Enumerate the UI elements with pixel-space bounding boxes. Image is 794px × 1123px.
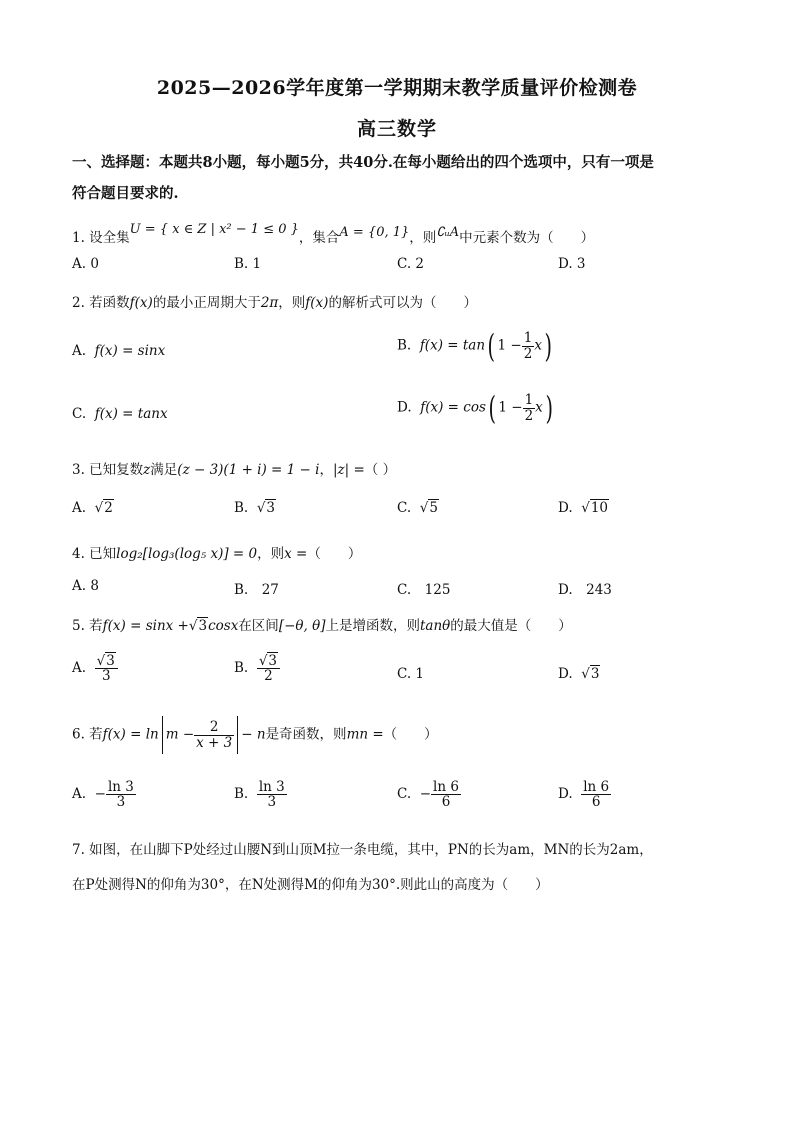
q3-abs: |z| = [332, 462, 365, 478]
q1-option-d[interactable]: D. 3 [558, 256, 586, 272]
q6-c-den: 6 [431, 794, 461, 809]
q1-complement: ∁ᵤA [436, 225, 460, 240]
q2-d-label: D. [397, 399, 412, 416]
q1-tail1: ，则 [409, 230, 437, 246]
q2-d-num: 1 [524, 392, 534, 409]
q6-option-a[interactable] [72, 780, 136, 809]
q2-stem-c: ，则 [278, 295, 306, 311]
q6-option-c[interactable] [397, 780, 461, 809]
q4-option-a[interactable]: A. 8 [72, 578, 99, 594]
q6-c-fraction [431, 780, 461, 809]
q5-interval: [−θ, θ] [278, 618, 326, 634]
page-title: 2025—2026学年度第一学期期末教学质量评价检测卷 [156, 77, 638, 99]
q2-two-pi: 2π [260, 295, 279, 311]
q3-a-label: A. [72, 500, 87, 516]
q6-a-label: A. [72, 786, 87, 803]
q5-sqrt: √3 [188, 618, 208, 634]
q5-d-radicand: 3 [590, 666, 600, 682]
q5-a-den: 3 [95, 668, 118, 683]
q3-option-c[interactable] [397, 500, 439, 516]
q6-a-den: 3 [106, 794, 136, 809]
q2-a-expr: f(x) = sinx [94, 343, 166, 359]
q5-b-num: √3 [258, 653, 278, 669]
q4-x-eq: x = [284, 546, 308, 562]
q3-c-sqrt: √5 [419, 500, 438, 516]
q5-lead: 5. 若 [72, 618, 103, 634]
q5-b-radicand: 3 [268, 653, 278, 669]
abs-bar-left [162, 716, 163, 754]
q6-c-minus: − [419, 786, 432, 803]
q5-b-fraction [257, 654, 280, 683]
q5-expr-a: f(x) = sinx + [102, 618, 189, 634]
q2-b-x: x [534, 337, 542, 354]
q3-b-label: B. [234, 500, 249, 516]
q6-d-num: ln 6 [583, 779, 610, 795]
q3-option-b[interactable] [234, 500, 276, 516]
right-paren-icon: ) [545, 389, 553, 427]
q6-b-num: ln 3 [258, 779, 285, 795]
q5-a-radicand: 3 [106, 653, 115, 669]
q6-frac-den: x + 3 [196, 734, 233, 751]
section-instructions-line2: 符合题目要求的. [72, 185, 179, 202]
q2-fx: f(x) [129, 295, 153, 311]
question-5-stem [72, 614, 572, 634]
q2-b-label: B. [397, 337, 412, 354]
q5-b-den: 2 [257, 668, 280, 683]
q6-d-label: D. [558, 786, 573, 803]
q5-a-num: √3 [96, 653, 115, 669]
q3-d-radicand: 10 [590, 500, 609, 516]
q2-d-one-minus: 1 − [498, 399, 523, 416]
q1-tail2: 中元素个数为（ ） [459, 230, 595, 246]
q3-z: z [143, 462, 151, 478]
q5-mid2: 上是增函数，则 [325, 618, 420, 634]
q6-option-d[interactable] [558, 780, 611, 809]
question-6-stem [72, 716, 438, 754]
q6-option-b[interactable] [234, 780, 287, 809]
q6-lead: 6. 若 [72, 726, 103, 743]
section-instructions-line1: 一、选择题：本题共8小题，每小题5分，共40分.在每小题给出的四个选项中，只有一项是 [72, 154, 654, 171]
q6-b-den: 3 [257, 794, 287, 809]
q6-mid: 是奇函数，则 [265, 726, 347, 743]
q6-mn: mn = [346, 726, 384, 743]
q6-frac-num: 2 [209, 719, 219, 736]
q3-stem-d: （ ） [364, 462, 397, 478]
q2-b-num: 1 [523, 330, 533, 347]
q5-tan: tanθ [420, 618, 451, 634]
q3-option-a[interactable] [72, 500, 114, 516]
q3-lead: 3. 已知复数 [72, 462, 144, 478]
q6-c-num: ln 6 [433, 779, 459, 795]
question-2-stem [72, 291, 477, 311]
q6-tail: （ ） [383, 726, 438, 743]
q6-d-fraction [581, 780, 611, 809]
q2-option-b[interactable] [397, 327, 554, 365]
q2-lead: 2. 若函数 [72, 295, 130, 311]
q6-a-num: ln 3 [107, 779, 134, 795]
q6-expr-a: f(x) = ln [102, 726, 159, 743]
q2-c-expr: f(x) = tanx [94, 406, 168, 422]
abs-bar-right [237, 716, 238, 754]
q1-lead: 1. 设全集 [72, 230, 130, 246]
q2-stem-b: 的最小正周期大于 [152, 295, 261, 311]
q5-option-a[interactable] [72, 654, 118, 683]
q6-a-minus: − [94, 786, 106, 803]
q1-option-b[interactable]: B. 1 [234, 256, 262, 272]
q2-option-c[interactable] [72, 406, 168, 422]
q3-c-radicand: 5 [429, 500, 438, 516]
q6-c-label: C. [397, 786, 412, 803]
question-1-stem [72, 222, 595, 246]
q2-option-a[interactable] [72, 343, 165, 359]
q5-b-label: B. [234, 660, 249, 677]
q6-a-fraction [106, 780, 136, 809]
q3-stem-c: ， [319, 462, 333, 478]
q2-stem-d: 的解析式可以为（ ） [328, 295, 477, 311]
q1-set-a: A = {0, 1} [339, 225, 410, 240]
q2-a-label: A. [72, 343, 87, 359]
q4-option-c[interactable]: C. 125 [397, 582, 451, 598]
q4-option-d[interactable]: D. 243 [558, 582, 612, 598]
q3-b-sqrt: √3 [256, 500, 276, 516]
q3-a-radicand: 2 [104, 500, 113, 516]
q3-d-sqrt: √10 [581, 500, 609, 516]
question-7-line2: 在P处测得N的仰角为30°，在N处测得M的仰角为30°.则此山的高度为（ ） [72, 877, 549, 893]
q2-b-one-minus: 1 − [497, 337, 522, 354]
q5-d-sqrt: √3 [581, 666, 600, 682]
q2-b-den: 2 [523, 345, 533, 362]
q3-equation: (z − 3)(1 + i) = 1 − i [177, 462, 320, 478]
q2-option-d[interactable] [397, 389, 555, 427]
q2-d-fraction [523, 393, 536, 422]
q4-mid: ，则 [257, 546, 285, 562]
q3-d-label: D. [558, 500, 573, 516]
q3-option-d[interactable] [558, 500, 609, 516]
q2-c-label: C. [72, 406, 87, 422]
q5-option-d[interactable] [558, 666, 600, 682]
q3-c-label: C. [397, 500, 412, 516]
q1-option-c[interactable]: C. 2 [397, 256, 425, 272]
left-paren-icon: ( [487, 327, 496, 365]
q5-option-c[interactable]: C. 1 [397, 666, 425, 682]
q3-b-radicand: 3 [266, 500, 276, 516]
q6-fraction [194, 720, 234, 749]
left-paren-icon: ( [488, 389, 496, 427]
q2-fx-2: f(x) [305, 295, 329, 311]
q6-b-fraction [257, 780, 287, 809]
q6-expr-b: − n [241, 726, 266, 743]
q5-option-b[interactable] [234, 654, 280, 683]
right-paren-icon: ) [544, 327, 552, 365]
q6-d-den: 6 [581, 794, 611, 809]
q4-expr: log₂[log₃(log₅ x)] = 0 [116, 546, 258, 562]
q6-m: m − [165, 726, 195, 743]
q3-a-sqrt: √2 [94, 500, 113, 516]
q6-b-label: B. [234, 786, 249, 803]
q4-option-b[interactable]: B. 27 [234, 582, 279, 598]
q1-option-a[interactable]: A. 0 [72, 256, 99, 272]
q5-d-label: D. [558, 666, 573, 682]
q5-a-fraction [95, 654, 118, 683]
question-7-line1: 7. 如图，在山脚下P处经过山腰N到山顶M拉一条电缆，其中，PN的长为am，MN的长为2am， [72, 842, 653, 858]
q2-b-fraction [522, 331, 535, 360]
q5-expr-c: cosx [208, 618, 239, 634]
q5-sqrt-radicand: 3 [198, 618, 208, 634]
question-3-stem [72, 458, 396, 478]
q4-lead: 4. 已知 [72, 546, 117, 562]
q4-tail: （ ） [307, 546, 362, 562]
question-4-stem [72, 542, 361, 562]
q2-d-expr: f(x) = cos [420, 399, 486, 416]
q1-set-u: U = { x ∈ Z | x² − 1 ≤ 0 } [129, 222, 299, 237]
q1-mid: ，集合 [298, 230, 340, 246]
page-subtitle: 高三数学 [356, 118, 437, 140]
q5-a-label: A. [72, 660, 87, 677]
q2-d-den: 2 [524, 407, 534, 424]
q2-b-expr: f(x) = tan [419, 337, 486, 354]
q3-stem-b: 满足 [150, 462, 178, 478]
q5-mid: 在区间 [238, 618, 279, 634]
q5-tail: 的最大值是（ ） [450, 618, 572, 634]
q2-d-x: x [535, 399, 543, 416]
